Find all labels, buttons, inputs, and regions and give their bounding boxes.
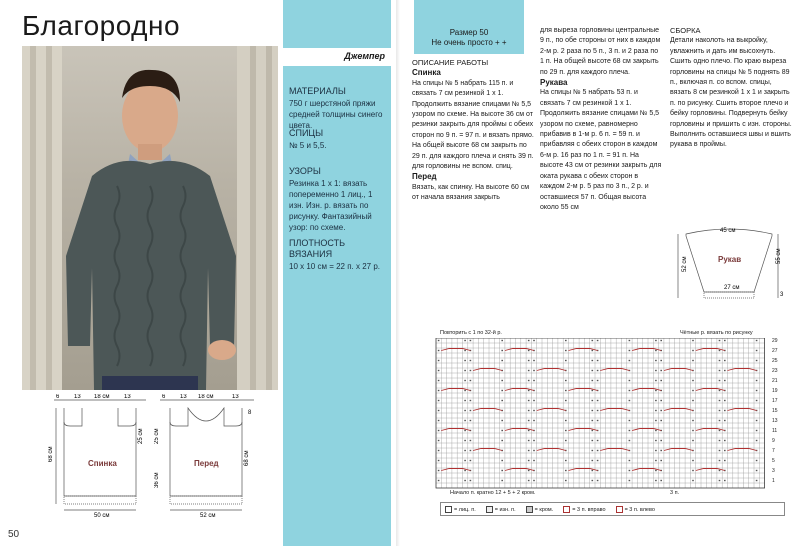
back-dim-bottom: 50 см xyxy=(94,513,110,519)
front-dim-top-2: 13 xyxy=(180,394,187,400)
chart-row-label: 5 xyxy=(772,458,775,464)
materials-text: 750 г шерстяной пряжи средней толщины синего цвета. xyxy=(289,99,383,130)
sleeve-instructions: На спицы № 5 набрать 53 п. и связать 7 см резинкой 1 х 1. Продолжить вязание спицами № 5,5 узором по схеме, равномерно прибавив в 1-м р. 6 п. = 59 п. и прибавляя с обеих сторон в каждом 6-м р. 16 раз по 1 п. = 91 п. На высоте 43 см от резинки закрыть для оката рукава с обеих сторон в каждом 2-м р. 5 раз по 3 п., 2 р. и оставшиеся 57 п. Общая высота около 55 см xyxy=(540,89,662,211)
back-dim-top-4: 13 xyxy=(124,394,131,400)
patterns-section xyxy=(289,166,387,233)
chart-bottom-left-note: Начало п. кратно 12 + 5 + 2 кром. xyxy=(450,490,536,496)
legend-item-knit: = лиц. п. xyxy=(445,506,476,513)
front-dim-mid: 36 см xyxy=(154,472,160,488)
legend-item-cable-left: = 3 п. влево xyxy=(616,506,655,513)
chart-row-label: 11 xyxy=(772,428,778,434)
materials-heading: МАТЕРИАЛЫ xyxy=(289,86,346,96)
instructions-col-1 xyxy=(412,58,534,204)
model-photo xyxy=(22,46,278,390)
back-dim-right: 25 см xyxy=(138,428,144,444)
work-description-heading: ОПИСАНИЕ РАБОТЫ xyxy=(412,58,489,67)
assembly-instructions: Детали наколоть на выкройку, увлажнить и дать им высохнуть. Сшить одно плечо. По краю выреза горловины на спицы № 5 поднять 89 п., включая п. со вспом. спицы, вязать 8 см резинкой 1 х 1 и закрыть п. по рисунку. Сшить второе плечо и бейку горловины. Подвернуть бейку горловины и пришить с изн. стороны. Выполнить оставшиеся швы и вшить рукава в проймы. xyxy=(670,37,792,149)
materials-section xyxy=(289,86,387,131)
chart-row-label: 9 xyxy=(772,438,775,444)
knit-symbol-icon xyxy=(445,506,452,513)
chart-row-label: 27 xyxy=(772,348,778,354)
cable-left-icon xyxy=(616,506,623,513)
assembly-heading: СБОРКА xyxy=(670,26,701,35)
back-dim-top-1: 6 xyxy=(56,394,60,400)
front-schematic xyxy=(154,394,260,520)
legend-item-purl: = изн. п. xyxy=(486,506,516,513)
chart-row-label: 21 xyxy=(772,378,778,384)
chart-top-right-note: Чётные р. вязать по рисунку xyxy=(680,330,753,336)
front-instructions: Вязать, как спинку. На высоте 60 см от начала вязания закрыть xyxy=(412,183,530,202)
back-instructions: На спицы № 5 набрать 115 п. и связать 7 см резинкой 1 х 1. Продолжить вязание спицами № 5,5 узором по схеме. На высоте 36 см от резинки закрыть для проймы с обеих сторон по 9 п. = 97 п. и вязать прямо. На общей высоте 68 см закрыть по 29 п. для каждого плеча и снять 39 п. для горловины не вспом. спиц. xyxy=(412,79,534,171)
chart-legend xyxy=(440,502,785,516)
patterns-heading: УЗОРЫ xyxy=(289,166,321,176)
needles-text: № 5 и 5,5. xyxy=(289,141,327,150)
back-label: Спинка xyxy=(88,459,117,468)
page-title: Благородно xyxy=(22,10,181,41)
size-label: Размер 50 xyxy=(449,28,489,37)
materials-column xyxy=(283,0,391,546)
front-dim-bottom: 52 см xyxy=(200,513,216,519)
needles-heading: СПИЦЫ xyxy=(289,128,324,138)
left-page xyxy=(0,0,398,546)
sleeve-dim-right: 55 см xyxy=(776,248,782,264)
chart-row-labels xyxy=(768,338,788,488)
chart-row-label: 15 xyxy=(772,408,778,414)
front-heading: Перед xyxy=(412,172,437,182)
size-banner xyxy=(414,0,524,54)
instructions-col-3 xyxy=(670,26,792,151)
sweater-photo-illustration xyxy=(22,46,278,390)
sleeve-label: Рукав xyxy=(718,255,742,264)
front-dim-right: 68 см xyxy=(244,450,250,466)
chart-row-label: 23 xyxy=(772,368,778,374)
instructions-col-2 xyxy=(540,26,662,213)
sleeve-dim-bottom: 27 см xyxy=(724,285,740,291)
item-name: Джемпер xyxy=(283,48,391,66)
back-heading: Спинка xyxy=(412,68,441,78)
front-dim-left: 25 см xyxy=(154,428,160,444)
sleeve-dim-small: 3 xyxy=(780,292,784,298)
legend-item-edge: = кром. xyxy=(526,506,554,513)
sleeve-schematic xyxy=(674,222,784,308)
knitting-chart xyxy=(430,330,795,510)
front-instructions-cont: для выреза горловины центральные 9 п., по обе стороны от них в каждом 2-м р. 2 раза по 5 п., 3 п. и 2 раза по 1 п. На общей высоте 68 см закрыть по 29 п. для каждого плеча. xyxy=(540,27,661,76)
cable-right-icon xyxy=(563,506,570,513)
chart-row-label: 25 xyxy=(772,358,778,364)
sleeve-dim-top: 45 см xyxy=(720,228,736,234)
back-schematic xyxy=(48,394,152,520)
front-dim-notch: 8 xyxy=(248,410,252,416)
front-label: Перед xyxy=(194,459,219,468)
chart-bottom-right-note: 3 п. xyxy=(670,490,680,496)
edge-symbol-icon xyxy=(526,506,533,513)
sleeve-dim-left: 52 см xyxy=(682,256,688,272)
gauge-section xyxy=(289,238,387,272)
chart-row-label: 1 xyxy=(772,478,775,484)
back-dim-top-2: 13 xyxy=(74,394,81,400)
patterns-text: Резинка 1 х 1: вязать попеременно 1 лиц., 1 изн. Изн. р. вязать по рисунку. Фантазийный узор: по схеме. xyxy=(289,179,373,232)
front-dim-top-1: 6 xyxy=(162,394,166,400)
right-page xyxy=(400,0,800,546)
page-number: 50 xyxy=(8,529,20,540)
needles-section xyxy=(289,128,387,151)
chart-row-label: 3 xyxy=(772,468,775,474)
front-dim-top-3: 18 см xyxy=(198,394,214,400)
purl-symbol-icon xyxy=(486,506,493,513)
gauge-heading: ПЛОТНОСТЬ ВЯЗАНИЯ xyxy=(289,238,345,259)
back-dim-top-3: 18 см xyxy=(94,394,110,400)
chart-row-label: 19 xyxy=(772,388,778,394)
chart-row-label: 29 xyxy=(772,338,778,344)
gauge-text: 10 х 10 см = 22 п. х 27 р. xyxy=(289,262,380,271)
chart-row-label: 13 xyxy=(772,418,778,424)
sleeves-heading: Рукава xyxy=(540,78,568,88)
front-dim-top-4: 13 xyxy=(232,394,239,400)
chart-row-label: 7 xyxy=(772,448,775,454)
chart-row-label: 17 xyxy=(772,398,778,404)
difficulty-label: Не очень просто + + xyxy=(431,38,507,47)
chart-top-left-note: Повторить с 1 по 32-й р. xyxy=(440,330,502,336)
back-dim-left: 68 см xyxy=(48,446,54,462)
chart-grid xyxy=(430,338,795,502)
legend-item-cable-right: = 3 п. вправо xyxy=(563,506,605,513)
